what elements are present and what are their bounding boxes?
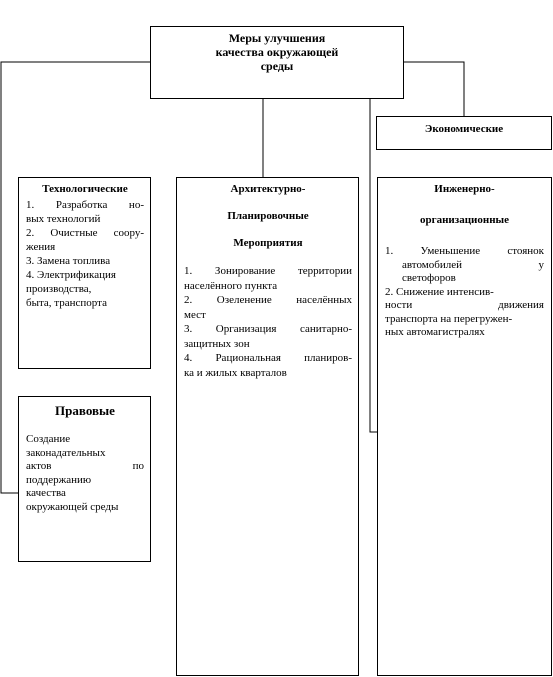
architectural-item: 1. Зонирование территории	[184, 265, 352, 277]
engineering-item: светофоров	[402, 272, 456, 284]
technological-item: 1. Разработка но-	[26, 199, 144, 211]
legal-item: законадательных	[26, 446, 106, 459]
architectural-item: 2. Озеленение населённых	[184, 294, 352, 306]
technological-item: производства,	[26, 283, 92, 295]
technological-item: жения	[26, 241, 56, 253]
legal-item: поддержанию	[26, 473, 92, 486]
technological-item: 3. Замена топлива	[26, 255, 111, 267]
engineering-item: 2. Снижение интенсив-	[385, 285, 494, 298]
legal-box	[18, 396, 151, 562]
engineering-box	[377, 177, 552, 676]
root-line-3: среды	[260, 59, 294, 73]
legal-item: качества	[26, 487, 66, 499]
connector-root-economic	[404, 62, 464, 116]
architectural-title-line: Мероприятия	[233, 237, 303, 249]
architectural-item: 3. Организация санитарно-	[184, 323, 352, 335]
engineering-item: автомобилей у	[402, 258, 544, 271]
architectural-item: 4. Рациональная планиров-	[184, 352, 352, 364]
engineering-item: транспорта на перегружен-	[385, 312, 513, 325]
technological-box	[18, 177, 151, 369]
technological-item: 4. Электрификация	[26, 269, 116, 281]
legal-title: Правовые	[55, 403, 115, 418]
engineering-title-line: организационные	[419, 214, 510, 226]
economic-box	[376, 116, 552, 150]
architectural-title-line: Архитектурно-	[230, 183, 306, 195]
legal-item: Создание	[26, 433, 71, 445]
architectural-item: населённого пункта	[184, 279, 278, 292]
architectural-item: мест	[184, 308, 206, 321]
technological-item: вых технологий	[26, 213, 101, 225]
technological-item: 2. Очистные соору-	[26, 227, 144, 239]
engineering-item: ности движения	[385, 299, 544, 311]
engineering-item: ных автомагистралях	[385, 326, 485, 338]
engineering-item: 1. Уменьшение стоянок	[385, 245, 544, 257]
root-line-1: Меры улучшения	[228, 31, 326, 45]
technological-item: быта, транспорта	[26, 297, 107, 309]
root-line-2: качества окружающей	[215, 45, 339, 59]
architectural-box	[176, 177, 359, 676]
economic-title: Экономические	[424, 123, 504, 135]
architectural-item: защитных зон	[184, 337, 250, 350]
architectural-title-line: Планировочные	[227, 210, 309, 222]
legal-item: окружающей среды	[26, 500, 119, 513]
engineering-title-line: Инженерно-	[434, 183, 495, 195]
root-box	[150, 26, 404, 99]
architectural-item: ка и жилых кварталов	[184, 366, 287, 379]
legal-item: актов по	[26, 460, 144, 472]
technological-title: Технологические	[42, 183, 128, 195]
